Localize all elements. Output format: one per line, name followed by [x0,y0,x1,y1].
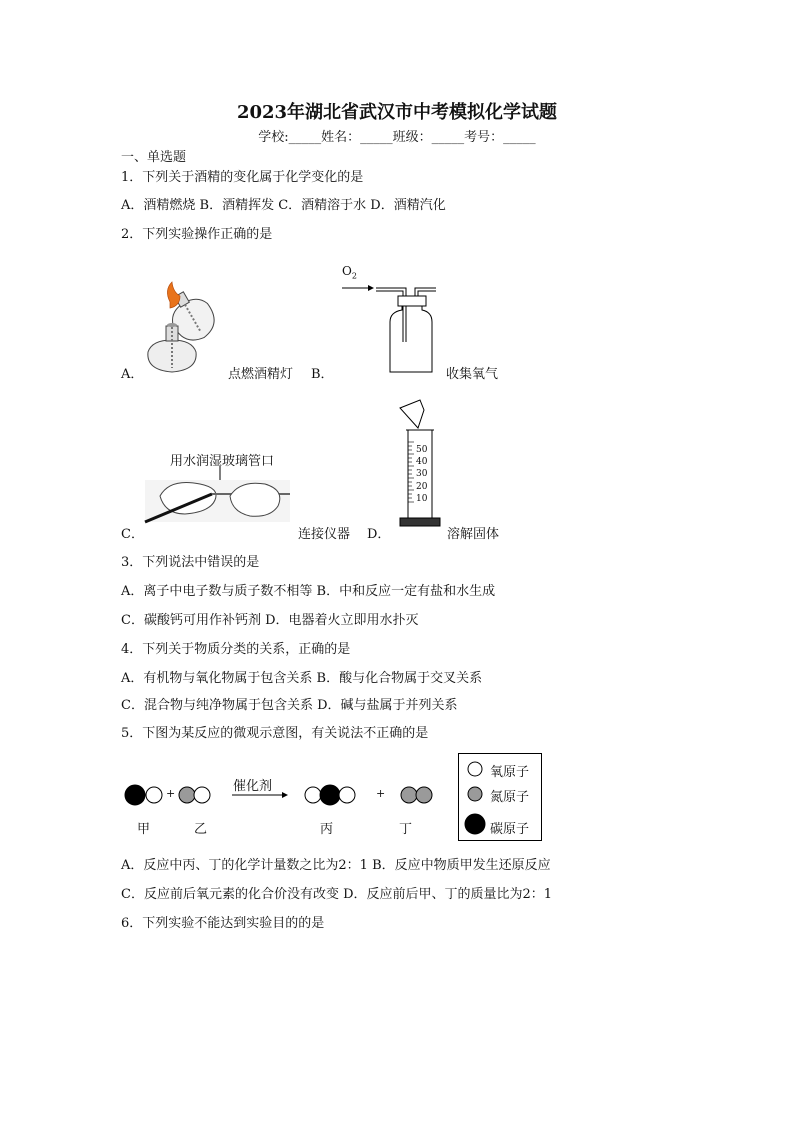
question-2-stem: 2．下列实验操作正确的是 [121,227,273,242]
question-6-stem: 6．下列实验不能达到实验目的的是 [121,916,325,931]
question-4-options-line2: C．混合物与纯净物属于包含关系 D．碱与盐属于并列关系 [121,698,458,713]
plus-sign-2: + [376,787,386,800]
atom-legend-swatches [462,758,492,838]
legend-nitrogen: 氮原子 [490,790,530,805]
question-2-option-c-image-label: 用水润湿玻璃管口 [170,454,275,469]
question-3-options-line2: C．碳酸钙可用作补钙剂 D．电器着火立即用水扑灭 [121,613,419,628]
question-2-option-a-letter: A． [121,367,144,382]
question-4-stem: 4．下列关于物质分类的关系，正确的是 [121,642,351,657]
question-3-stem: 3．下列说法中错误的是 [121,555,260,570]
question-5-stem: 5．下图为某反应的微观示意图，有关说法不正确的是 [121,726,429,741]
question-2-option-d-caption: 溶解固体 [447,527,500,542]
section-heading: 一、单选题 [121,150,187,165]
question-2-option-a-caption: 点燃酒精灯 [228,367,294,382]
cylinder-tick-label: 20 [416,481,428,492]
cylinder-tick-label: 30 [416,469,428,480]
question-5-options-line1: A．反应中丙、丁的化学计量数之比为2：1 B．反应中物质甲发生还原反应 [121,858,551,873]
cylinder-tick-label: 10 [416,493,428,504]
label-ding: 丁 [399,822,413,837]
legend-oxygen: 氧原子 [490,765,530,780]
question-3-options-line1: A．离子中电子数与质子数不相等 B．中和反应一定有盐和水生成 [121,584,496,599]
question-2-option-b-letter: B． [311,367,334,382]
question-1-stem: 1．下列关于酒精的变化属于化学变化的是 [121,170,364,185]
question-2-option-c-caption: 连接仪器 [298,527,351,542]
cylinder-tick-label: 50 [416,445,428,455]
student-info-line: 学校:_____姓名：_____班级：_____考号：_____ [258,130,536,145]
catalyst-label: 催化剂 [233,779,273,794]
oxygen-label: $O_2$ [342,264,357,281]
tube-connection-illustration [140,466,295,526]
question-2-option-b-caption: 收集氧气 [446,367,499,382]
gas-collection-bottle-illustration [340,282,440,377]
alcohol-lamp-illustration [140,282,230,377]
label-jia: 甲 [137,822,151,837]
label-yi: 乙 [194,822,208,837]
question-1-options: A．酒精燃烧 B．酒精挥发 C．酒精溶于水 D．酒精汽化 [121,198,446,213]
legend-carbon: 碳原子 [490,822,530,837]
cylinder-tick-label: 40 [416,457,428,468]
question-5-options-line2: C．反应前后氧元素的化合价没有改变 D．反应前后甲、丁的质量比为2：1 [121,887,553,902]
question-4-options-line1: A．有机物与氧化物属于包含关系 B．酸与化合物属于交叉关系 [121,671,483,686]
cylinder-scale [416,444,427,505]
label-bing: 丙 [320,822,334,837]
question-2-option-d-letter: D． [367,527,391,542]
plus-sign-1: + [166,787,176,800]
question-2-option-c-letter: C． [121,527,144,542]
page-title: 2023年湖北省武汉市中考模拟化学试题 [236,102,558,123]
